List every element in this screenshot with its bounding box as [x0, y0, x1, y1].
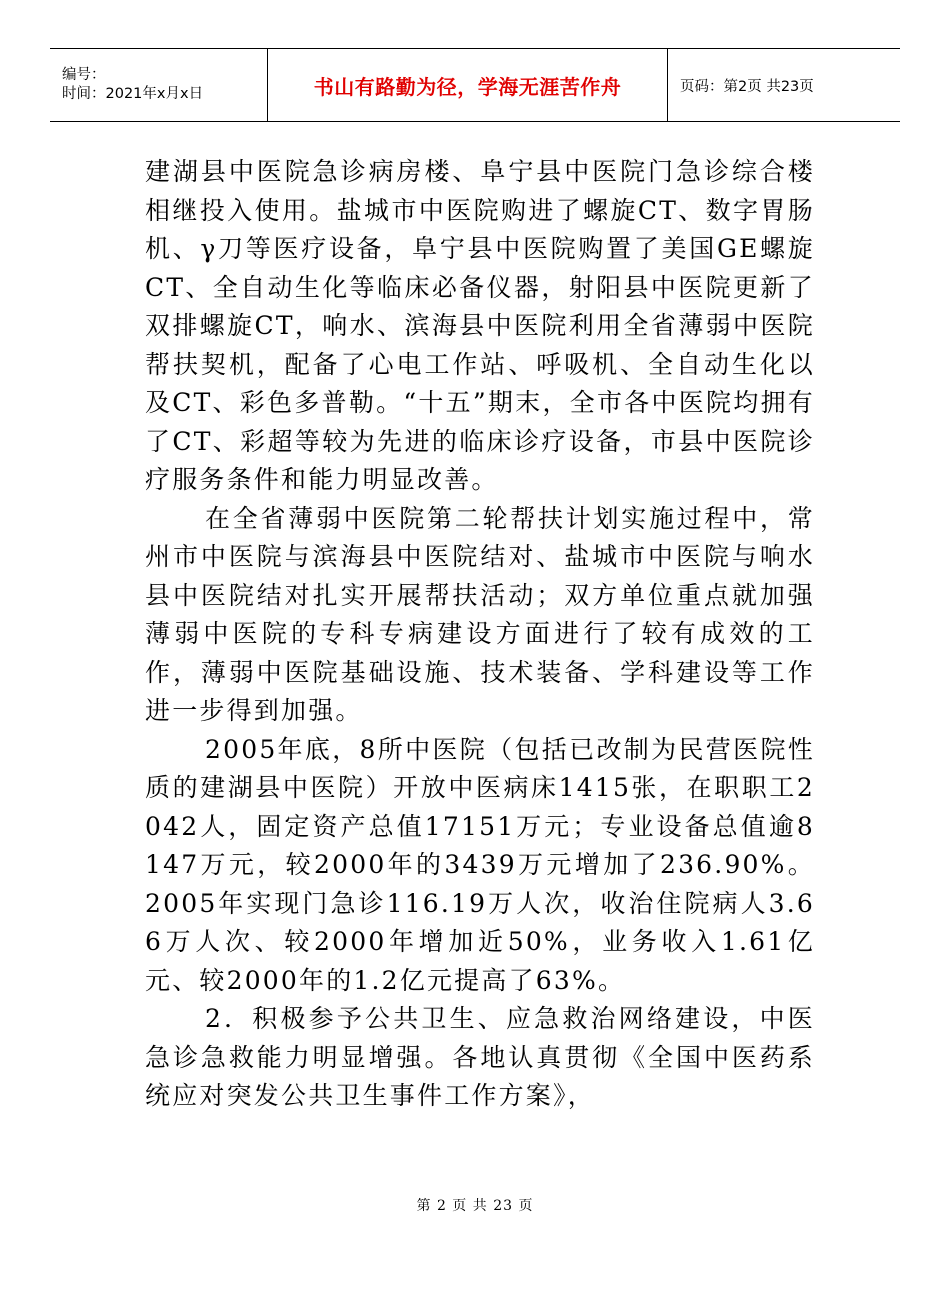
paragraph-4: 2．积极参予公共卫生、应急救治网络建设，中医急诊急救能力明显增强。各地认真贯彻《全国中医药系统应对突发公共卫生事件工作方案》，	[145, 1004, 815, 1110]
paragraph-3: 2005年底，8所中医院（包括已改制为民营医院性质的建湖县中医院）开放中医病床1415张，在职职工2042人，固定资产总值17151万元；专业设备总值逾8147万元，较2000年的3439万元增加了236.90%。2005年实现门急诊116.19万人次，收治住院病人3.66万人次、较2000年增加近50%，业务收入1.61亿元、较2000年的1.2亿元提高了63%。	[145, 734, 815, 995]
page-code-text: 页码：第2页 共23页	[680, 78, 814, 95]
number-label: 编号：	[62, 67, 106, 83]
motto-text: 书山有路勤为径，学海无涯苦作舟	[313, 74, 622, 99]
paragraph-2: 在全省薄弱中医院第二轮帮扶计划实施过程中，常州市中医院与滨海县中医院结对、盐城市中医院与响水县中医院结对扎实开展帮扶活动；双方单位重点就加强薄弱中医院的专科专病建设方面进行了较有成效的工作，薄弱中医院基础设施、技术装备、学科建设等工作进一步得到加强。	[145, 503, 815, 725]
page-footer	[0, 1195, 950, 1215]
paragraph-1: 建湖县中医院急诊病房楼、阜宁县中医院门急诊综合楼相继投入使用。盐城市中医院购进了螺旋CT、数字胃肠机、γ刀等医疗设备，阜宁县中医院购置了美国GE螺旋CT、全自动生化等临床必备仪器，射阳县中医院更新了双排螺旋CT，响水、滨海县中医院利用全省薄弱中医院帮扶契机，配备了心电工作站、呼吸机、全自动生化以及CT、彩色多普勒。“十五”期末，全市各中医院均拥有了CT、彩超等较为先进的临床诊疗设备，市县中医院诊疗服务条件和能力明显改善。	[145, 157, 815, 494]
header-meta	[50, 49, 268, 121]
time-label: 时间：2021年x月x日	[62, 86, 204, 102]
header-page-code	[668, 49, 900, 121]
header-motto-cell	[268, 49, 668, 121]
page-header	[50, 48, 900, 122]
document-body	[145, 153, 815, 1116]
footer-page-number: 第 2 页 共 23 页	[416, 1198, 534, 1214]
